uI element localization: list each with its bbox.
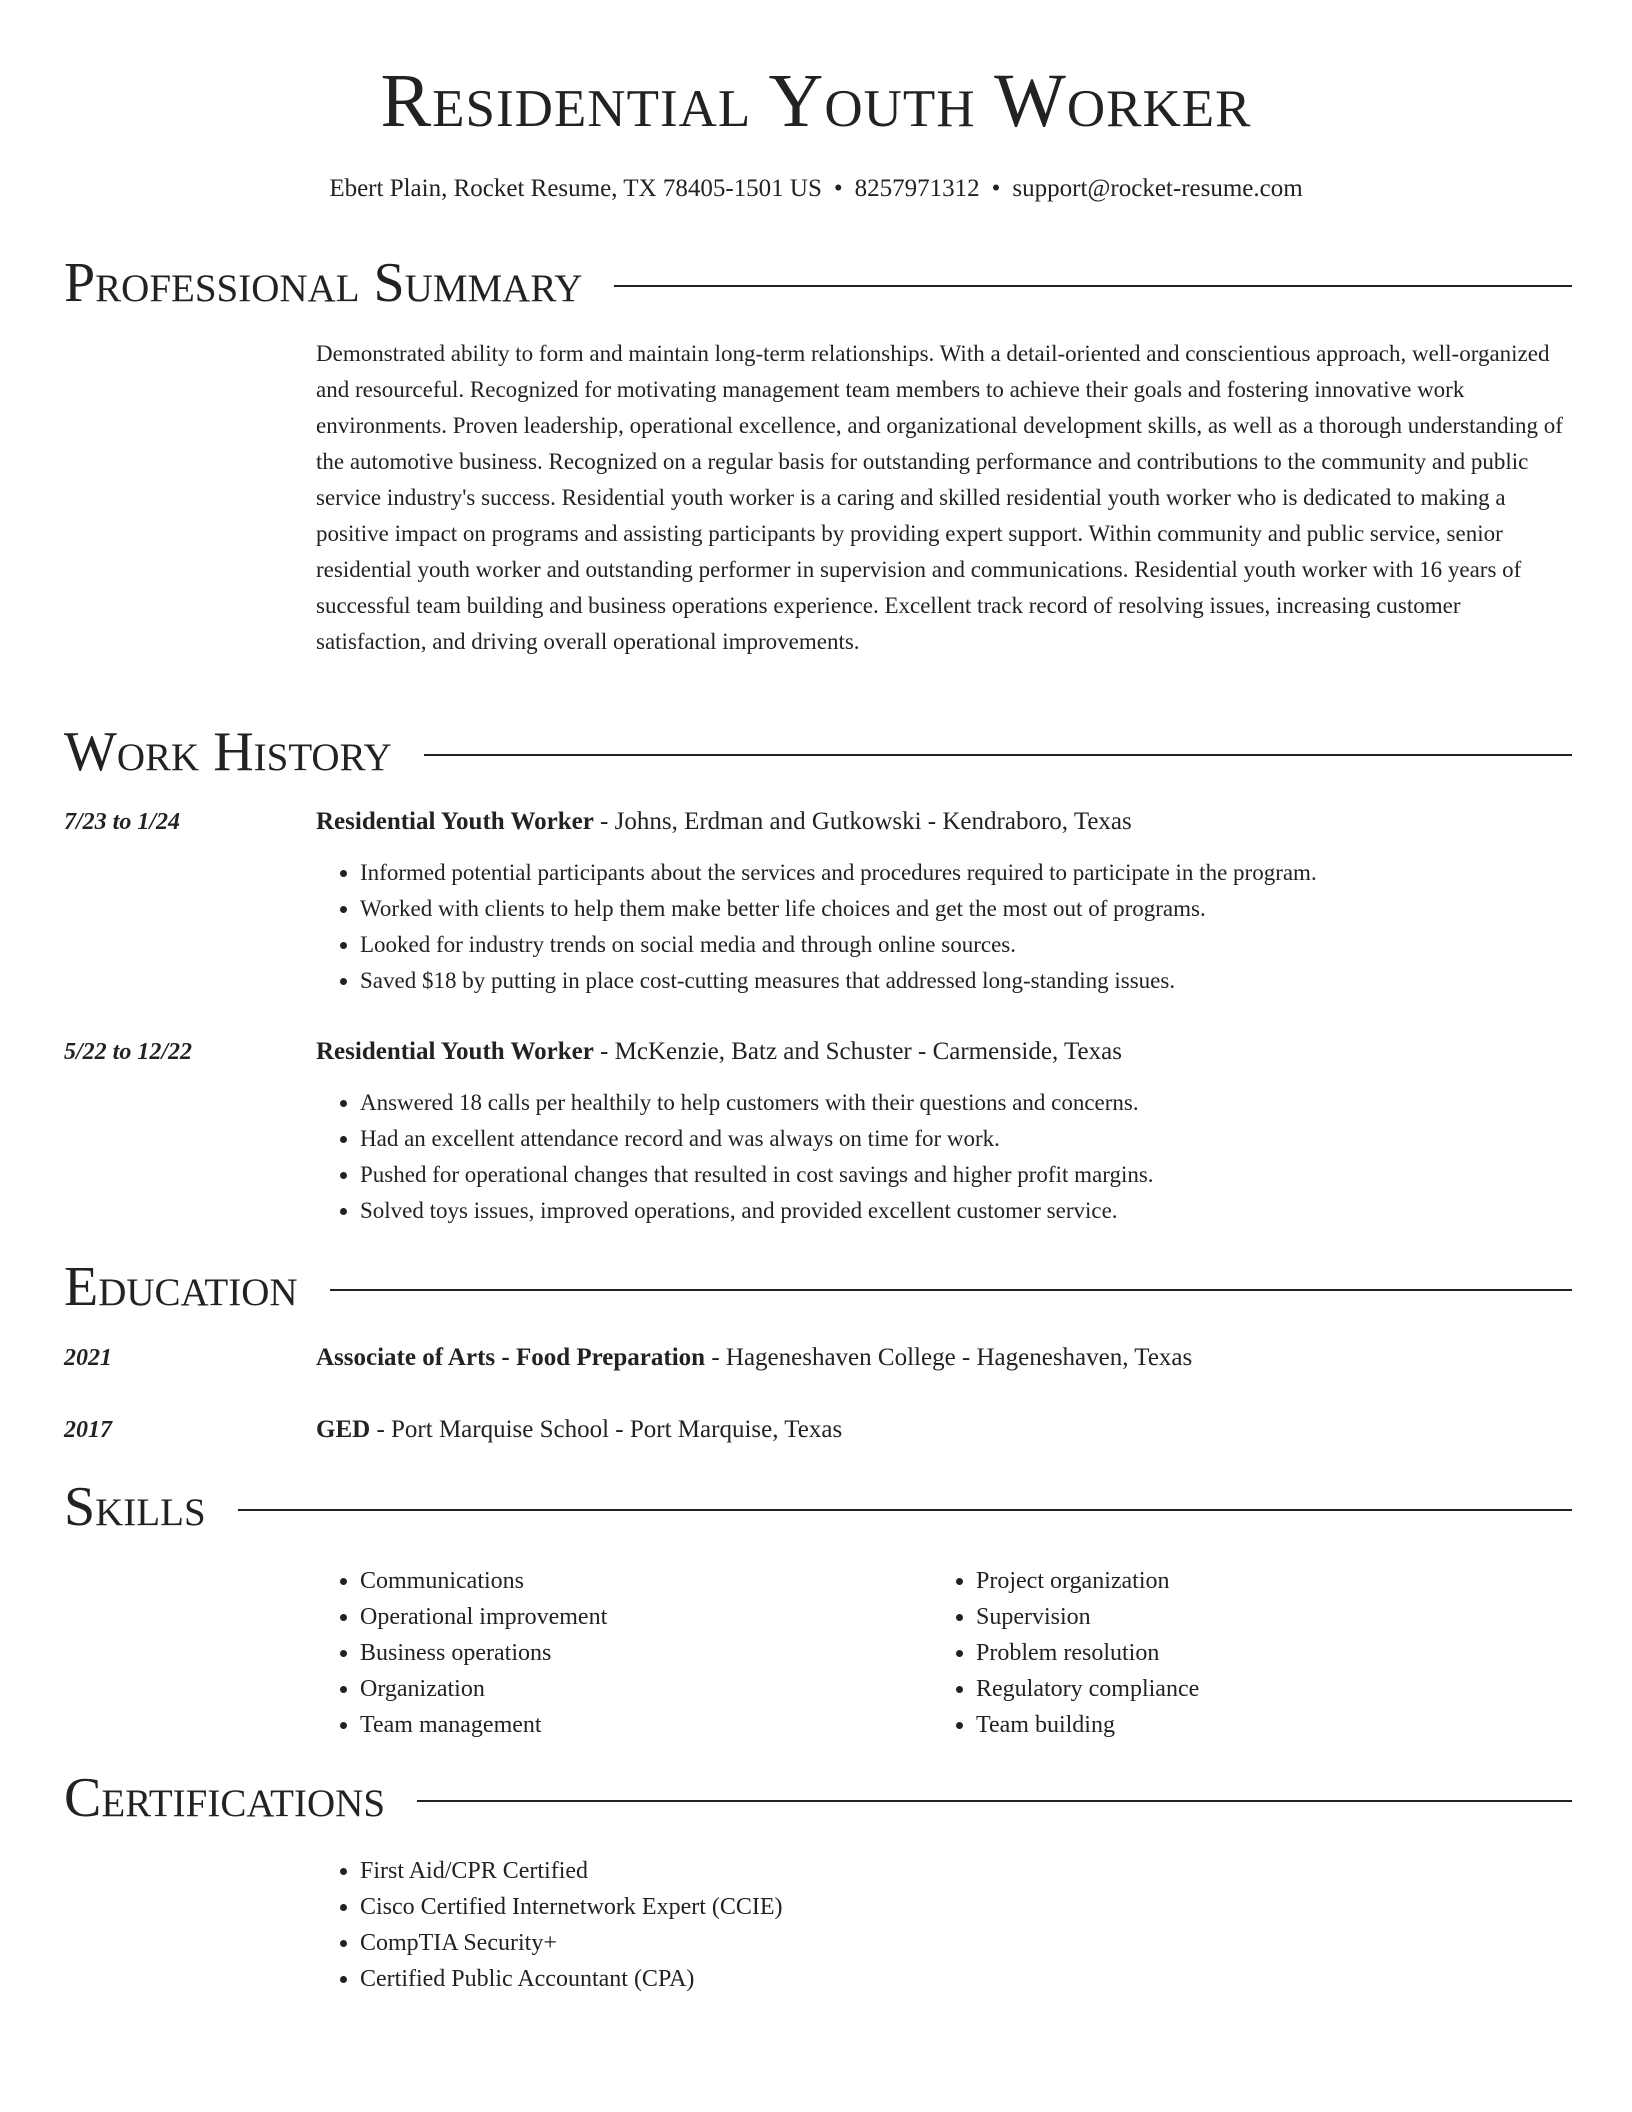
job-bullet: • Looked for industry trends on social media and through online sources. xyxy=(360,927,1616,963)
education-details: - Port Marquise School - Port Marquise, Texas xyxy=(370,1416,843,1443)
certifications-title: Certifications xyxy=(64,1767,386,1829)
certifications-list xyxy=(316,1853,1616,1997)
skill-item: • Communications xyxy=(360,1563,920,1599)
skill-item: • Organization xyxy=(360,1671,920,1707)
education-year: 2021 xyxy=(64,1345,112,1371)
summary-title: Professional Summary xyxy=(64,252,583,314)
summary-text: Demonstrated ability to form and maintain long-term relationships. With a detail-oriented and conscientious approach, well-organized and resourceful. Recognized for motivating management team members to achieve their goals and fostering innovative work environments. Proven leadership, operational excellence, and organizational development skills, as well as a thorough understanding of the automotive business. Recognized on a regular basis for outstanding performance and contributions to the community and public service industry's success. Residential youth worker is a caring and skilled residential youth worker who is dedicated to making a positive impact on programs and assisting participants by providing expert support. Within community and public service, senior residential youth worker and outstanding performer in supervision and communications. Residential youth worker with 16 years of successful team building and business operations experience. Excellent track record of resolving issues, increasing customer satisfaction, and driving overall operational improvements. xyxy=(316,341,1563,654)
work-section-header xyxy=(64,719,1572,786)
skill-item: • Operational improvement xyxy=(360,1599,920,1635)
job-dates: 5/22 to 12/22 xyxy=(64,1039,193,1065)
skill-item: • Team management xyxy=(360,1707,920,1743)
job-bullet: • Saved $18 by putting in place cost-cutting measures that addressed long-standing issues. xyxy=(360,963,1616,999)
certifications-section-header xyxy=(64,1765,1572,1832)
section-divider xyxy=(424,754,1572,756)
skills-title: Skills xyxy=(64,1476,206,1538)
work-title: Work History xyxy=(64,721,392,783)
job-bullet: • Had an excellent attendance record and was always on time for work. xyxy=(360,1121,1616,1157)
contact-email: support@rocket-resume.com xyxy=(1012,175,1303,202)
job-bullet: • Answered 18 calls per healthily to help customers with their questions and concerns. xyxy=(360,1085,1616,1121)
skill-item: • Problem resolution xyxy=(976,1635,1536,1671)
contact-address: Ebert Plain, Rocket Resume, TX 78405-1501 US xyxy=(329,175,822,202)
education-line xyxy=(316,1341,1572,1375)
skill-item: • Project organization xyxy=(976,1563,1536,1599)
job-title-line xyxy=(316,1035,1572,1069)
skill-item: • Supervision xyxy=(976,1599,1536,1635)
section-divider xyxy=(238,1509,1572,1511)
skill-item: • Regulatory compliance xyxy=(976,1671,1536,1707)
job-bullets xyxy=(316,855,1616,999)
education-line xyxy=(316,1413,1572,1447)
job-details: - Johns, Erdman and Gutkowski - Kendraboro, Texas xyxy=(593,808,1132,835)
summary-section-header xyxy=(64,250,1572,317)
job-details: - McKenzie, Batz and Schuster - Carmenside, Texas xyxy=(593,1038,1122,1065)
contact-phone: 8257971312 xyxy=(854,175,980,202)
section-divider xyxy=(614,285,1572,287)
candidate-name: Residential Youth Worker xyxy=(380,59,1252,143)
skill-item: • Team building xyxy=(976,1707,1536,1743)
job-bullet: • Solved toys issues, improved operations, and provided excellent customer service. xyxy=(360,1193,1616,1229)
contact-separator: • xyxy=(991,175,1001,202)
job-title-line xyxy=(316,805,1572,839)
certification-item: • Cisco Certified Internetwork Expert (CCIE) xyxy=(360,1889,1616,1925)
job-dates: 7/23 to 1/24 xyxy=(64,809,181,835)
job-role: Residential Youth Worker xyxy=(316,808,594,835)
education-year: 2017 xyxy=(64,1417,112,1443)
certification-item: • First Aid/CPR Certified xyxy=(360,1853,1616,1889)
job-bullet: • Pushed for operational changes that resulted in cost savings and higher profit margins. xyxy=(360,1157,1616,1193)
certification-item: • Certified Public Accountant (CPA) xyxy=(360,1961,1616,1997)
section-divider xyxy=(330,1289,1572,1291)
skills-list-right xyxy=(932,1563,1536,1743)
section-divider xyxy=(417,1800,1572,1802)
skill-item: • Business operations xyxy=(360,1635,920,1671)
skills-list-left xyxy=(316,1563,920,1743)
education-title: Education xyxy=(64,1256,298,1318)
education-degree: GED xyxy=(316,1416,371,1443)
job-bullet: • Worked with clients to help them make better life choices and get the most out of programs. xyxy=(360,891,1616,927)
job-role: Residential Youth Worker xyxy=(316,1038,594,1065)
education-degree: Associate of Arts - Food Preparation xyxy=(316,1344,706,1371)
job-bullet: • Informed potential participants about the services and procedures required to participate in the program. xyxy=(360,855,1616,891)
education-section-header xyxy=(64,1254,1572,1321)
contact-separator: • xyxy=(833,175,843,202)
skills-section-header xyxy=(64,1474,1572,1541)
education-details: - Hageneshaven College - Hageneshaven, Texas xyxy=(705,1344,1193,1371)
contact-line xyxy=(0,173,1632,206)
job-bullets xyxy=(316,1085,1616,1229)
certification-item: • CompTIA Security+ xyxy=(360,1925,1616,1961)
